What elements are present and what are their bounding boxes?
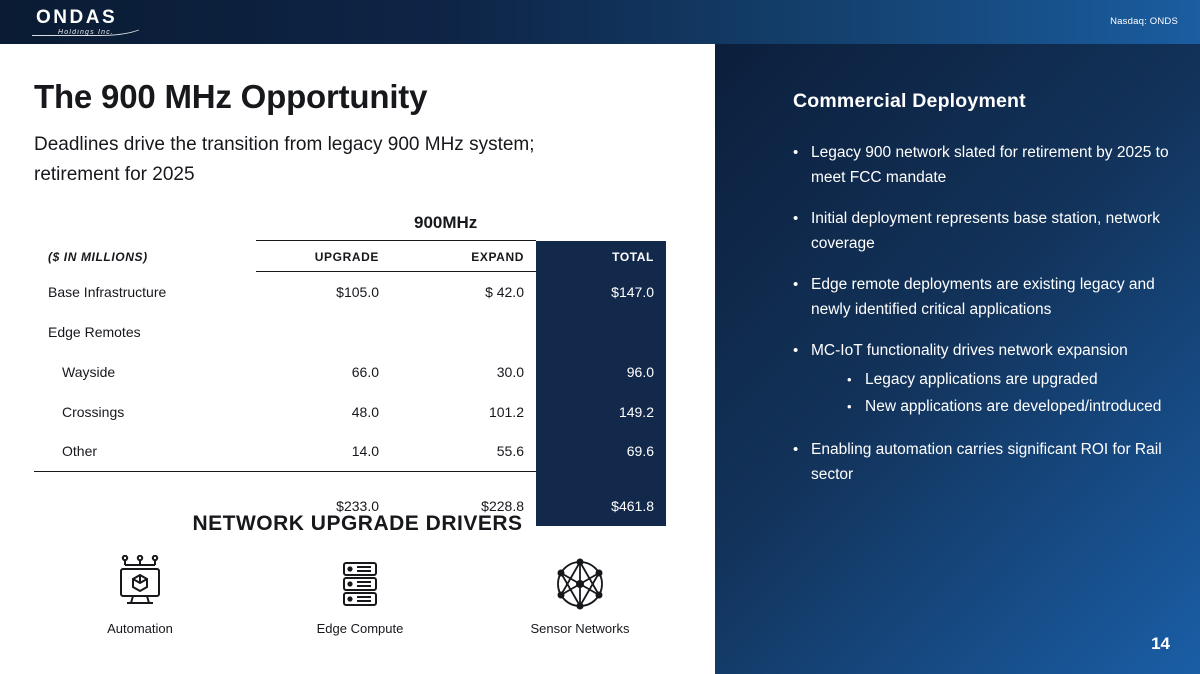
cell-total: 69.6 [536,432,666,472]
row-label: Edge Remotes [48,323,141,340]
cell-expand: 30.0 [496,363,524,380]
panel-bullet-list [793,140,1173,503]
cell-upgrade: 48.0 [351,403,379,420]
bullet-dot-icon: • [793,276,799,293]
spacer-cell [256,472,391,487]
spacer-cell [34,472,256,487]
page-title: The 900 MHz Opportunity [34,78,428,115]
list-item [793,437,1173,487]
ondas-logo [36,8,117,36]
logo-tagline: Holdings Inc. [58,29,115,36]
cell-total: 96.0 [536,352,666,392]
cell-upgrade: 14.0 [351,443,379,460]
row-label: Other [62,443,98,460]
bullet-text: Edge remote deployments are existing legacy and newly identified critical applications [811,276,1155,318]
cell-total: 149.2 [536,392,666,432]
bullet-text: MC-IoT functionality drives network expansion [811,342,1128,359]
table-header-row [34,241,666,272]
logo-wordmark: ONDAS [36,7,118,28]
table-row [34,312,666,352]
table-total-rule [34,472,666,487]
spacer-cell-total [536,472,666,487]
list-item [793,338,1173,421]
driver-label: Automation [107,621,173,636]
driver-edge-compute [260,555,460,636]
ticker-symbol: Nasdaq: ONDS [1110,16,1178,27]
list-item [793,272,1173,322]
total-upgrade: $233.0 [336,498,379,514]
driver-label: Sensor Networks [530,621,630,636]
list-item [793,140,1173,190]
sub-bullet-list [847,367,1173,419]
row-label: Base Infrastructure [48,283,167,300]
bullet-dot-icon: • [793,210,799,227]
sub-bullet-text: Legacy applications are upgraded [865,371,1098,388]
table-row [34,392,666,432]
drivers-section-title: NETWORK UPGRADE DRIVERS [192,512,523,535]
network-nodes-icon [549,555,611,613]
cell-expand: 55.6 [496,443,524,460]
cell-upgrade: 66.0 [351,363,379,380]
drivers-row [30,555,690,636]
sub-bullet-dot-icon: • [847,399,852,414]
bullet-dot-icon: • [793,144,799,161]
automation-monitor-icon [109,555,171,613]
cell-expand [391,312,536,352]
cell-total [536,312,666,352]
cell-expand: 101.2 [488,403,524,420]
column-header-upgrade: UPGRADE [256,241,391,272]
total-expand: $228.8 [481,498,524,514]
spacer-cell [391,472,536,487]
bullet-dot-icon: • [793,342,799,359]
list-item [793,206,1173,256]
financial-table [34,240,666,526]
total-total: $461.8 [536,486,666,526]
bullet-text: Enabling automation carries significant ROI for Rail sector [811,441,1162,483]
commercial-deployment-panel [715,44,1200,674]
cell-upgrade [256,312,391,352]
table-row [34,272,666,312]
table-row [34,432,666,472]
driver-label: Edge Compute [316,621,404,636]
driver-automation [40,555,240,636]
row-label: Wayside [62,363,116,380]
sub-bullet-dot-icon: • [847,372,852,387]
bullet-text: Initial deployment represents base station, network coverage [811,210,1160,252]
column-header-expand: EXPAND [391,241,536,272]
list-item [847,394,1173,419]
list-item [847,367,1173,392]
page-number: 14 [1151,634,1170,653]
row-label: Crossings [62,403,125,420]
panel-title: Commercial Deployment [793,90,1026,112]
server-rack-icon [329,555,391,613]
sub-bullet-text: New applications are developed/introduced [865,398,1162,415]
bullet-dot-icon: • [793,441,799,458]
table-units-label: ($ IN MILLIONS) [48,250,148,264]
cell-upgrade: $105.0 [336,283,379,300]
cell-total: $147.0 [536,272,666,312]
table-heading: 900MHz [414,213,478,232]
column-header-total: TOTAL [536,241,666,272]
cell-expand: $ 42.0 [485,283,524,300]
table-row [34,352,666,392]
page-subtitle: Deadlines drive the transition from legacy 900 MHz system; retirement for 2025 [34,134,535,185]
slide-header [0,0,1200,44]
bullet-text: Legacy 900 network slated for retirement by 2025 to meet FCC mandate [811,144,1169,186]
driver-sensor-networks [480,555,680,636]
